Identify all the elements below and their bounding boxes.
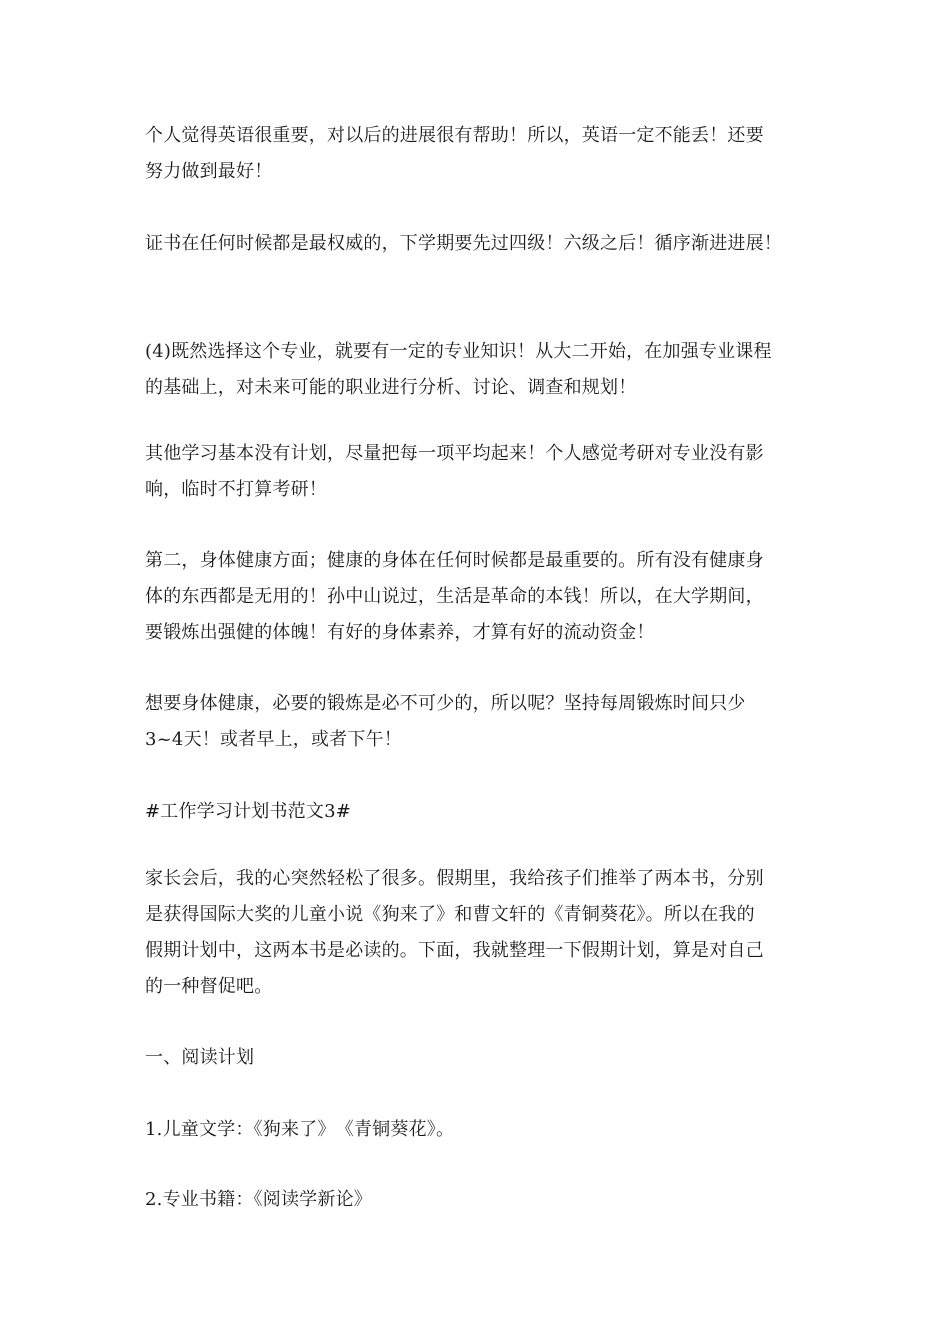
- text-line: 假期计划中，这两本书是必读的。下面，我就整理一下假期计划，算是对自己: [145, 940, 764, 961]
- text-line: 一、阅读计划: [145, 1047, 255, 1068]
- text-line: 努力做到最好！: [145, 161, 273, 182]
- list-item-children-literature: [145, 1112, 815, 1148]
- paragraph-major-knowledge: [145, 334, 815, 406]
- text-line: 家长会后，我的心突然轻松了很多。假期里，我给孩子们推举了两本书，分别: [145, 868, 764, 889]
- list-item-professional-books: [145, 1182, 815, 1218]
- paragraph-english-importance: [145, 118, 815, 190]
- text-line: 体的东西都是无用的！孙中山说过，生活是革命的本钱！所以，在大学期间，: [145, 586, 764, 607]
- text-line: 的一种督促吧。: [145, 976, 273, 997]
- text-line: 2.专业书籍：《阅读学新论》: [145, 1189, 372, 1210]
- text-line: #工作学习计划书范文3#: [145, 801, 352, 822]
- paragraph-exercise: [145, 686, 815, 758]
- text-line: 的基础上，对未来可能的职业进行分析、讨论、调查和规划！: [145, 377, 637, 398]
- text-line: 是获得国际大奖的儿童小说《狗来了》和曹文轩的《青铜葵花》。所以在我的: [145, 904, 755, 925]
- paragraph-certificate: [145, 226, 815, 262]
- paragraph-parent-meeting: [145, 861, 815, 1005]
- text-line: 1.儿童文学：《狗来了》 《青铜葵花》。: [145, 1119, 455, 1140]
- text-line: 其他学习基本没有计划，尽量把每一项平均起来！个人感觉考研对专业没有影: [145, 443, 764, 464]
- text-line: (4)既然选择这个专业，就要有一定的专业知识！从大二开始，在加强专业课程: [145, 341, 772, 362]
- paragraph-other-study: [145, 436, 815, 508]
- text-line: 证书在任何时候都是最权威的，下学期要先过四级！六级之后！循序渐进进展！: [145, 233, 782, 254]
- text-line: 要锻炼出强健的体魄！有好的身体素养，才算有好的流动资金！: [145, 622, 655, 643]
- text-line: 第二，身体健康方面；健康的身体在任何时候都是最重要的。所有没有健康身: [145, 550, 764, 571]
- heading-reading-plan: [145, 1040, 815, 1076]
- text-line: 响，临时不打算考研！: [145, 479, 327, 500]
- text-line: 3~4天！或者早上，或者下午！: [145, 729, 402, 750]
- paragraph-health: [145, 543, 815, 651]
- text-line: 个人觉得英语很重要，对以后的进展很有帮助！所以，英语一定不能丢！还要: [145, 125, 764, 146]
- section-heading-plan-3: [145, 794, 815, 830]
- text-line: 想要身体健康，必要的锻炼是必不可少的，所以呢？坚持每周锻炼时间只少: [145, 693, 746, 714]
